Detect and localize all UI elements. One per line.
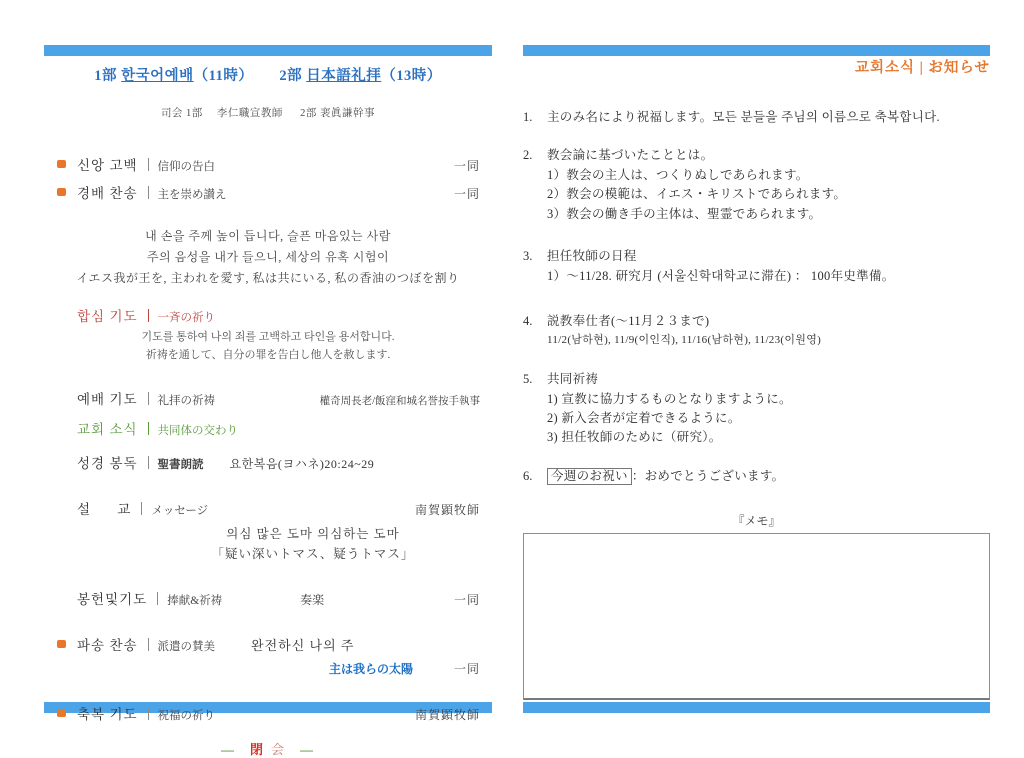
row-label-jp: 一斉の祈り [157,312,216,324]
item-number: 4. [523,313,533,328]
divider [148,638,149,651]
item-number: 6. [523,468,533,483]
row-performer: 權奇周長老/飯窪和城名誉按手執事 [319,396,480,408]
item-text [547,466,784,484]
row-united-prayer [44,305,492,325]
service2-label: 2部 [279,68,307,84]
row-benediction [44,703,492,723]
row-label-jp: 共同体の交わり [157,425,239,438]
orange-bullet-icon [57,188,66,196]
item-number: 3. [523,249,533,264]
row-worship-prayer [44,388,492,408]
divider [148,707,149,720]
row-scripture-reading [44,452,492,472]
sermon-title-kr: 의심 많은 도마 의심하는 도마 [226,527,400,542]
row-performer: 一同 [453,187,480,201]
divider [157,592,158,605]
sub-line: 1）教会の主人は、つくりぬしであられます。 [547,168,809,182]
note-line: 祈祷を通して、自分の罪を告白し他人を赦します. [145,348,391,361]
closing-dash: — [300,742,316,758]
announcement-item-4-subs [523,332,990,349]
row-label-jp: 礼拝の祈祷 [157,395,216,408]
item-text: 教会論に基づいたこととは。 [547,148,714,162]
bottom-rule-right [523,702,990,713]
sub-line: 11/2(남하현), 11/9(이인직), 11/16(남하현), 11/23(이원영) [547,333,822,346]
sub-line: 2）教会の模範は、イエス・キリストであられます。 [547,187,847,202]
row-label-jp: 信仰の告白 [157,161,216,173]
row-performer: 一同 [453,159,480,173]
item-text: 担任牧師の日程 [547,249,637,264]
row-performer: 南賀顕牧師 [414,708,480,723]
row-label-kr: 설 교 [77,502,132,518]
closing-char-1: 閉 [249,742,265,758]
row-faith-confession [44,154,492,174]
offering-music: 奏楽 [300,593,325,608]
note-line: 기도를 통하여 나의 죄를 고백하고 타인을 용서합니다. [141,331,395,343]
item-text: 共同祈祷 [547,371,599,386]
item-text-rest: ：おめでとうございます。 [631,468,785,483]
row-label-kr: 교회 소식 [77,422,138,438]
scripture-reference: 요한복음(ヨハネ)20:24~29 [229,457,375,472]
memo-title: 『メモ』 [732,513,781,528]
sub-line: 3）教会の働き手の主体は、聖霊であられます。 [547,206,822,221]
row-label-jp: 聖書朗読 [157,459,204,472]
item-number: 2. [523,148,533,162]
divider [148,422,149,435]
row-sending-hymn-jp [44,660,492,677]
item-text: 説教奉仕者(～11月２３まで) [547,313,710,328]
sub-line: 1）～11/28. 研究月 (서울신학대학교に滞在) ： 100年史準備。 [547,269,895,284]
divider [148,186,149,199]
row-label-jp: 祝福の祈り [157,710,216,723]
divider [148,309,149,322]
orange-bullet-icon [57,709,66,717]
row-offering-prayer [44,588,492,608]
sending-hymn-title-jp: 主は我らの太陽 [329,662,414,677]
memo-box [523,533,990,700]
page-title [44,64,492,85]
row-label-kr: 파송 찬송 [77,638,138,654]
row-performer: 南賀顕牧師 [414,503,480,518]
boxed-highlight: 今週のお祝い [547,468,632,485]
row-label-kr: 예배 기도 [77,392,138,408]
divider [148,392,149,405]
announcement-item-3-subs [523,267,990,286]
row-performer: 一同 [453,593,480,608]
row-performer: 一同 [453,662,480,677]
item-number: 5. [523,371,533,386]
divider [141,502,142,515]
row-sending-hymn [44,634,492,654]
service2-time: （13時） [381,68,442,84]
row-label-jp: メッセージ [151,505,209,518]
service2-name: 日本語礼拝 [306,68,382,84]
orange-bullet-icon [57,160,66,168]
prayer-notes [44,329,492,364]
row-worship-hymn [44,182,492,202]
announcement-item-4 [523,311,990,329]
row-label-jp: 派遣の賛美 [157,641,216,654]
sermon-title-jp: 「疑い深いトマス、疑うトマス」 [211,547,415,562]
announcement-item-6 [523,466,990,484]
announcements-column [523,56,990,700]
row-label-kr: 성경 봉독 [77,456,138,472]
row-label-kr: 합심 기도 [77,309,138,324]
lyric-line: 주의 음성을 내가 들으니, 세상의 유혹 시험이 [146,250,390,264]
row-label-kr: 경배 찬송 [77,186,138,201]
sending-hymn-title-kr: 완전하신 나의 주 [251,638,355,654]
announcement-item-5 [523,369,990,387]
divider [148,456,149,469]
announcement-item-3 [523,246,990,264]
row-church-news [44,418,492,438]
lyric-line: イエス我が王を, 主われを愛す, 私は共にいる, 私の香油のつぼを割り [76,271,460,285]
lyric-line: 내 손을 주께 높이 듭니다, 슬픈 마음있는 사람 [145,229,391,243]
top-rule-right [523,45,990,56]
row-label-jp: 捧献&祈祷 [167,595,223,608]
item-text: 主のみ名により祝福します。모든 분들을 주님의 이름으로 축복합니다. [547,110,940,124]
hymn-lyrics [44,226,492,289]
row-label-kr: 신앙 고백 [77,158,138,173]
announcement-item-5-subs [523,390,990,448]
divider [148,158,149,171]
announcement-item-2 [523,145,990,163]
closing-line [44,739,492,758]
service1-label: 1部 [94,68,122,84]
announcements-header: 교회소식 | お知らせ [854,60,990,76]
closing-char-2: 会 [271,742,287,758]
row-label-kr: 봉헌및기도 [77,592,148,608]
announcement-item-2-subs [523,166,990,224]
orange-bullet-icon [57,640,66,648]
sub-line: 3) 担任牧師のために（研究）。 [547,430,722,445]
sub-line: 2) 新入会者が定着できるように。 [547,410,741,425]
row-label-jp: 主を崇め讃え [157,189,227,201]
service1-time: （11時） [193,68,254,84]
mc-line: 司会 1部 李仁職宣教師 2部 裵眞謙幹事 [160,108,376,119]
announcement-item-1 [523,107,990,125]
closing-dash: — [220,742,236,758]
row-label-kr: 축복 기도 [77,707,138,723]
service1-name: 한국어예배 [121,68,194,84]
worship-order-column [44,58,492,758]
sermon-title [44,524,492,564]
sub-line: 1) 宣教に協力するものとなりますように。 [547,391,792,406]
top-rule-left [44,45,492,56]
row-sermon [44,498,492,518]
item-number: 1. [523,110,533,124]
